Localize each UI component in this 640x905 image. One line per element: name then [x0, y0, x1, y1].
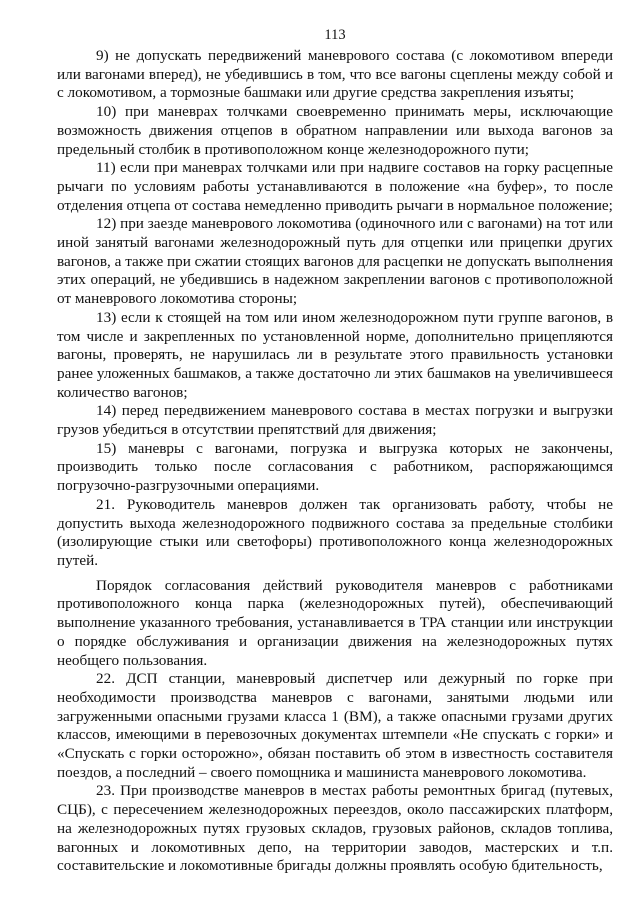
document-page	[57, 26, 613, 876]
page-number: 113	[324, 27, 346, 43]
paragraph-item-14: 14) перед передвижением маневрового состава в местах погрузки и выгрузки грузов убедиться в отсутствии препятствий для движения;	[57, 402, 613, 439]
paragraph-item-10: 10) при маневрах толчками своевременно принимать меры, исключающие возможность движения отцепов в обратном направлении или выхода вагонов за предельный столбик в противоположном конце железнодорожного пути;	[57, 103, 613, 158]
paragraph-section-21: 21. Руководитель маневров должен так организовать работу, чтобы не допустить выхода железнодорожного подвижного состава за предельные столбики (изолирующие стыки или светофоры) противоположного конца железнодорожных путей.	[57, 495, 613, 569]
paragraph-section-23: 23. При производстве маневров в местах работы ремонтных бригад (путевых, СЦБ), с пересечением железнодорожных переездов, около пассажирских платформ, на железнодорожных путях грузовых складов, грузовых районов, складов топлива, вагонных и локомотивных депо, на территории заводов, мастерских и т.п. составительские и локомотивные бригады должны проявлять особую бдительность,	[57, 782, 613, 875]
paragraph-item-15: 15) маневры с вагонами, погрузка и выгрузка которых не закончены, производить только после согласования с работником, распоряжающимся погрузочно-разгрузочными операциями.	[57, 439, 613, 495]
paragraph-item-9: 9) не допускать передвижений маневрового состава (с локомотивом впереди или вагонами вперед), не убедившись в том, что все вагоны сцеплены между собой и с локомотивом, а тормозные башмаки или другие средства закрепления изъяты;	[57, 47, 613, 102]
paragraph-item-11: 11) если при маневрах толчками или при надвиге составов на горку расцепные рычаги по условиям работы устанавливаются в положение «на буфер», то после отделения отцепа от состава немедленно приводить рычаги в нормальное положение;	[57, 159, 613, 214]
paragraph-item-12: 12) при заезде маневрового локомотива (одиночного или с вагонами) на тот или иной занятый вагонами железнодорожный путь для отцепки или прицепки других вагонов, а также при сжатии стоящих вагонов для расцепки не допускать выполнения этих операций, не убедившись в надежном закреплении вагонов с противоположной от маневрового локомотива стороны;	[57, 215, 613, 308]
paragraph-coordination-order: Порядок согласования действий руководителя маневров с работниками противоположного конца парка (железнодорожных путей), обеспечивающий выполнение указанного требования, устанавливается в ТРА станции или инструкции о порядке обслуживания и организации движения на железнодорожных путях необщего пользования.	[57, 576, 613, 669]
paragraph-item-13: 13) если к стоящей на том или ином железнодорожном пути группе вагонов, в том числе и закрепленных по установленной норме, дополнительно прицепляются вагоны, проверять, не нарушилась ли в результате этого правильность установки ранее уложенных башмаков, а также достаточно ли этих башмаков на увеличившееся количество вагонов;	[57, 308, 613, 401]
paragraph-section-22: 22. ДСП станции, маневровый диспетчер или дежурный по горке при необходимости производства маневров с вагонами, занятыми людьми или загруженными опасными грузами класса 1 (ВМ), а также опасными грузами других классов, имеющими в перевозочных документах штемпели «Не спускать с горки» и «Спускать с горки осторожно», обязан поставить об этом в известность составителя поездов, а последний – своего помощника и машиниста маневрового локомотива.	[57, 670, 613, 781]
